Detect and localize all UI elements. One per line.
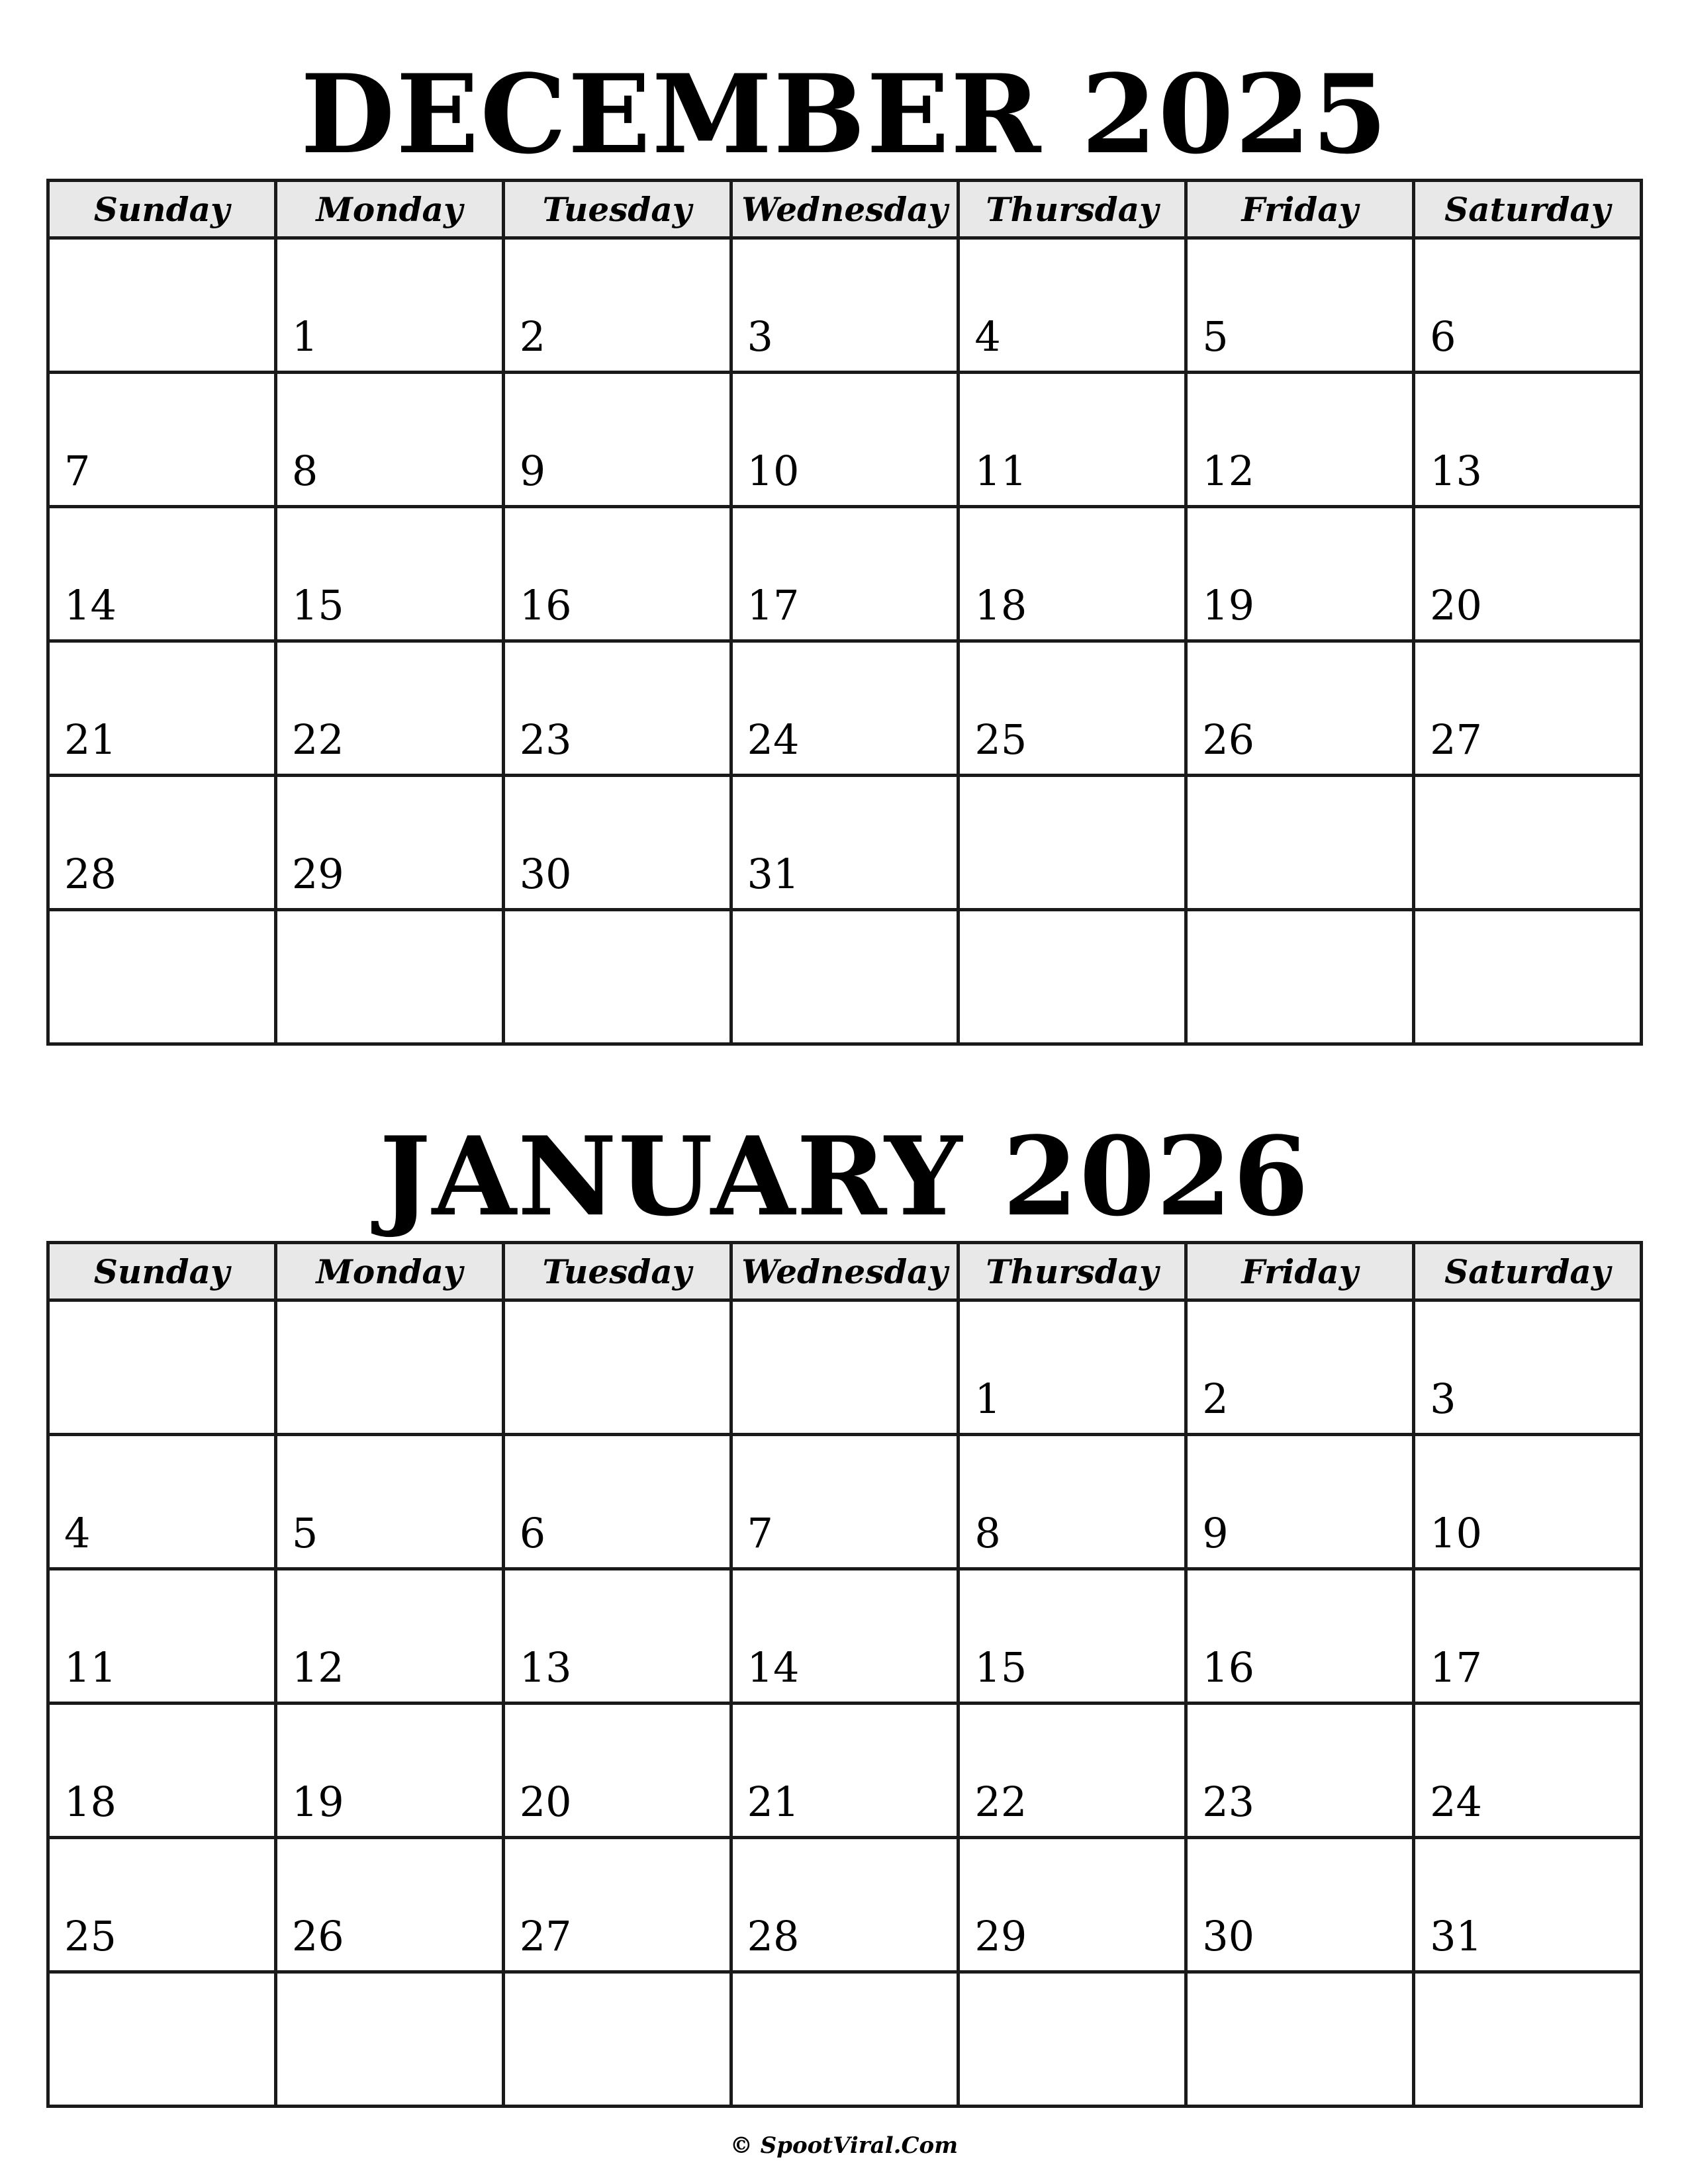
day-cell (1414, 1704, 1642, 1838)
day-number (50, 1029, 274, 1042)
day-cell (1414, 238, 1642, 373)
day-cell (1414, 641, 1642, 776)
day-cell (731, 1704, 959, 1838)
day-cell (503, 1435, 731, 1569)
week-row (48, 373, 1642, 507)
week-row (48, 910, 1642, 1044)
day-number: 29 (974, 1912, 1027, 1960)
day-number: 15 (291, 581, 344, 629)
month-title: DECEMBER 2025 (301, 50, 1389, 178)
day-cell (503, 507, 731, 641)
day-number: 1 (974, 1375, 1001, 1423)
day-number: 8 (291, 447, 318, 495)
day-cell (1414, 373, 1642, 507)
day-number: 30 (519, 850, 572, 898)
week-row (48, 641, 1642, 776)
day-cell (731, 373, 959, 507)
weekday-header: Monday (275, 181, 503, 238)
day-cell (48, 373, 276, 507)
day-cell (1186, 1300, 1414, 1435)
day-number (733, 2091, 957, 2105)
day-cell (1414, 507, 1642, 641)
day-number (1188, 2091, 1412, 2105)
day-cell (48, 1838, 276, 1972)
day-number (505, 1029, 729, 1042)
week-row (48, 1972, 1642, 2107)
day-number (277, 1029, 502, 1042)
weekday-header: Thursday (959, 1243, 1186, 1300)
week-row (48, 776, 1642, 910)
day-number: 7 (64, 447, 91, 495)
day-number: 6 (519, 1509, 546, 1557)
day-cell (48, 1972, 276, 2107)
day-cell (48, 641, 276, 776)
week-row (48, 238, 1642, 373)
day-number: 22 (974, 1778, 1027, 1826)
day-number: 31 (747, 850, 800, 898)
day-cell (1186, 1569, 1414, 1704)
week-row (48, 1704, 1642, 1838)
month-title: JANUARY 2026 (379, 1113, 1310, 1240)
day-number (505, 2091, 729, 2105)
day-number: 21 (747, 1778, 800, 1826)
day-cell (959, 1972, 1186, 2107)
day-cell (959, 238, 1186, 373)
day-cell (275, 1972, 503, 2107)
december-2025-calendar (46, 50, 1643, 898)
weekday-header: Friday (1186, 1243, 1414, 1300)
day-number (50, 1420, 274, 1433)
day-cell (731, 238, 959, 373)
day-cell (959, 641, 1186, 776)
day-cell (1186, 373, 1414, 507)
day-number: 19 (291, 1778, 344, 1826)
weekday-header: Tuesday (503, 181, 731, 238)
weekday-header: Monday (275, 1243, 503, 1300)
day-cell (959, 1704, 1186, 1838)
day-number (960, 895, 1184, 908)
weekday-header: Thursday (959, 181, 1186, 238)
weekday-header: Friday (1186, 181, 1414, 238)
day-number: 2 (1202, 1375, 1229, 1423)
day-cell (1414, 776, 1642, 910)
day-number: 17 (1430, 1643, 1482, 1692)
day-cell (731, 1569, 959, 1704)
day-number: 1 (291, 312, 318, 361)
day-number: 4 (64, 1509, 91, 1557)
day-cell (1414, 1300, 1642, 1435)
day-cell (275, 1300, 503, 1435)
day-number: 10 (1430, 1509, 1482, 1557)
day-number: 14 (747, 1643, 800, 1692)
day-number: 9 (519, 447, 546, 495)
day-cell (1414, 1569, 1642, 1704)
day-cell (1186, 641, 1414, 776)
day-cell (275, 507, 503, 641)
day-cell (1186, 910, 1414, 1044)
day-cell (503, 373, 731, 507)
day-number: 18 (974, 581, 1027, 629)
day-cell (959, 1300, 1186, 1435)
day-number (1188, 1029, 1412, 1042)
day-number: 27 (1430, 715, 1482, 764)
copyright-footer: © SpootViral.Com (729, 2132, 959, 2159)
day-number: 11 (64, 1643, 117, 1692)
calendar-grid (46, 179, 1643, 1046)
day-cell (1186, 776, 1414, 910)
day-number: 16 (519, 581, 572, 629)
day-number (733, 1420, 957, 1433)
week-row (48, 1838, 1642, 1972)
day-cell (1414, 1435, 1642, 1569)
day-number: 25 (64, 1912, 117, 1960)
day-cell (503, 238, 731, 373)
day-number: 11 (974, 447, 1027, 495)
day-number: 12 (1202, 447, 1255, 495)
day-number: 8 (974, 1509, 1001, 1557)
day-number: 5 (1202, 312, 1229, 361)
day-number (50, 2091, 274, 2105)
day-number: 20 (519, 1778, 572, 1826)
day-cell (731, 1972, 959, 2107)
day-cell (275, 238, 503, 373)
day-cell (731, 507, 959, 641)
weekday-header: Wednesday (731, 181, 959, 238)
day-number: 23 (1202, 1778, 1255, 1826)
day-number: 16 (1202, 1643, 1255, 1692)
day-cell (503, 1300, 731, 1435)
calendar-grid (46, 1241, 1643, 2108)
day-cell (48, 238, 276, 373)
weekday-header: Tuesday (503, 1243, 731, 1300)
day-number (1415, 895, 1640, 908)
week-row (48, 1569, 1642, 1704)
day-cell (1186, 1838, 1414, 1972)
day-number: 9 (1202, 1509, 1229, 1557)
weekday-header-row (48, 181, 1642, 238)
day-number: 3 (747, 312, 773, 361)
day-cell (275, 373, 503, 507)
day-number: 31 (1430, 1912, 1482, 1960)
day-number: 15 (974, 1643, 1027, 1692)
day-number: 5 (291, 1509, 318, 1557)
day-cell (48, 776, 276, 910)
day-number (277, 1420, 502, 1433)
day-number (960, 2091, 1184, 2105)
day-cell (959, 1838, 1186, 1972)
day-cell (959, 1569, 1186, 1704)
day-cell (48, 1300, 276, 1435)
day-cell (503, 910, 731, 1044)
day-cell (731, 776, 959, 910)
day-cell (275, 1704, 503, 1838)
day-cell (503, 1569, 731, 1704)
day-cell (275, 1569, 503, 1704)
weekday-header: Saturday (1414, 181, 1642, 238)
day-number: 29 (291, 850, 344, 898)
day-number: 24 (1430, 1778, 1482, 1826)
weekday-header: Sunday (48, 1243, 276, 1300)
day-cell (275, 641, 503, 776)
day-number (733, 1029, 957, 1042)
day-number: 13 (1430, 447, 1482, 495)
day-number (1415, 2091, 1640, 2105)
day-number: 22 (291, 715, 344, 764)
day-cell (959, 910, 1186, 1044)
week-row (48, 1300, 1642, 1435)
week-row (48, 1435, 1642, 1569)
day-cell (959, 1435, 1186, 1569)
day-number: 14 (64, 581, 117, 629)
day-number (1188, 895, 1412, 908)
day-number (1415, 1029, 1640, 1042)
day-number: 20 (1430, 581, 1482, 629)
week-row (48, 507, 1642, 641)
day-cell (1186, 1704, 1414, 1838)
day-cell (275, 1838, 503, 1972)
day-number (505, 1420, 729, 1433)
day-number (50, 357, 274, 371)
day-cell (503, 641, 731, 776)
day-cell (1414, 1972, 1642, 2107)
day-cell (731, 1435, 959, 1569)
day-cell (731, 641, 959, 776)
day-number: 25 (974, 715, 1027, 764)
day-cell (275, 1435, 503, 1569)
day-cell (959, 776, 1186, 910)
day-number (960, 1029, 1184, 1042)
day-cell (1186, 1972, 1414, 2107)
day-cell (959, 507, 1186, 641)
day-number (277, 2091, 502, 2105)
day-cell (731, 910, 959, 1044)
day-number: 3 (1430, 1375, 1456, 1423)
day-number: 4 (974, 312, 1001, 361)
day-number: 28 (64, 850, 117, 898)
day-cell (959, 373, 1186, 507)
day-number: 18 (64, 1778, 117, 1826)
day-number: 30 (1202, 1912, 1255, 1960)
day-cell (48, 1435, 276, 1569)
day-cell (1414, 910, 1642, 1044)
day-number: 10 (747, 447, 800, 495)
day-cell (503, 1838, 731, 1972)
day-number: 24 (747, 715, 800, 764)
day-number: 23 (519, 715, 572, 764)
day-number: 13 (519, 1643, 572, 1692)
day-cell (503, 1972, 731, 2107)
january-2026-calendar (46, 1113, 1643, 1960)
day-cell (1414, 1838, 1642, 1972)
day-cell (275, 910, 503, 1044)
day-number: 21 (64, 715, 117, 764)
day-cell (275, 776, 503, 910)
day-number: 19 (1202, 581, 1255, 629)
day-cell (1186, 1435, 1414, 1569)
day-number: 26 (1202, 715, 1255, 764)
day-cell (503, 1704, 731, 1838)
weekday-header: Wednesday (731, 1243, 959, 1300)
day-cell (48, 1569, 276, 1704)
day-cell (731, 1838, 959, 1972)
day-cell (1186, 238, 1414, 373)
weekday-header: Sunday (48, 181, 276, 238)
day-cell (731, 1300, 959, 1435)
weekday-header: Saturday (1414, 1243, 1642, 1300)
day-cell (48, 1704, 276, 1838)
day-number: 28 (747, 1912, 800, 1960)
day-cell (48, 507, 276, 641)
day-number: 7 (747, 1509, 773, 1557)
day-number: 6 (1430, 312, 1456, 361)
day-number: 2 (519, 312, 546, 361)
day-number: 12 (291, 1643, 344, 1692)
day-cell (1186, 507, 1414, 641)
weekday-header-row (48, 1243, 1642, 1300)
day-number: 26 (291, 1912, 344, 1960)
day-number: 27 (519, 1912, 572, 1960)
day-cell (48, 910, 276, 1044)
day-cell (503, 776, 731, 910)
day-number: 17 (747, 581, 800, 629)
